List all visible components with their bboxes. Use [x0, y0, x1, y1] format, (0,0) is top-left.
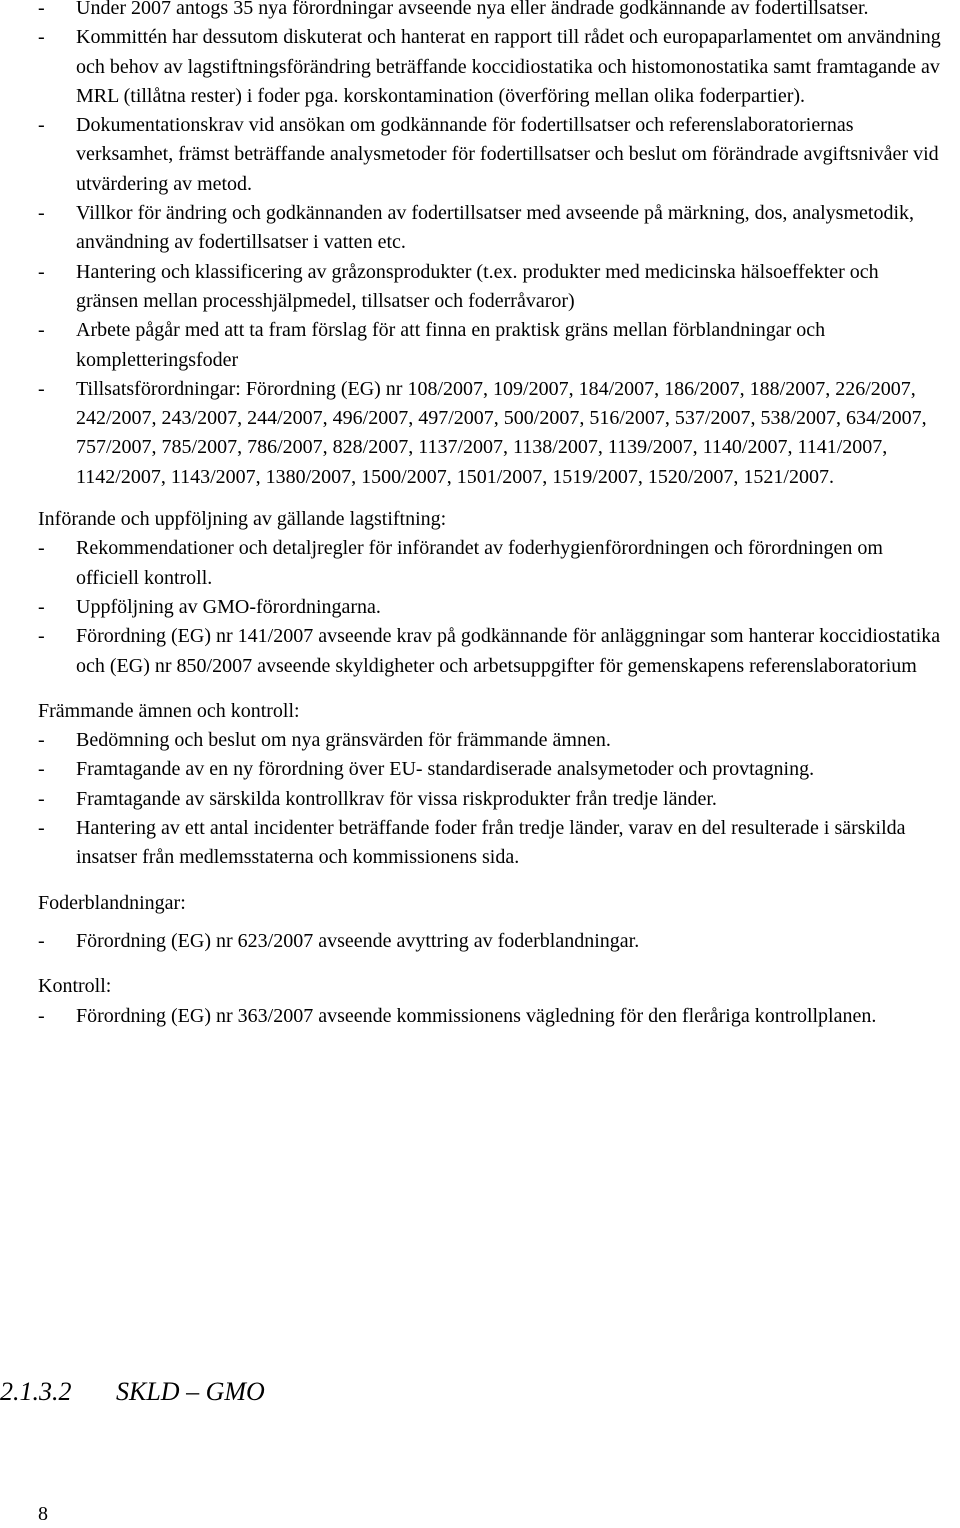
- list-item: - Kommittén har dessutom diskuterat och hanterat en rapport till rådet och europaparlamentet om användning och behov av lagstiftningsförändring beträffande koccidiostatika och histomonostatika samt framtagande av MRL (tillåtna rester) i foder pga. korskontamination (överföring mellan olika foderpartier).: [38, 23, 943, 111]
- list-item: - Framtagande av en ny förordning över EU- standardiserade analsymetoder och provtagning.: [38, 755, 943, 784]
- list-item: - Framtagande av särskilda kontrollkrav för vissa riskprodukter från tredje länder.: [38, 785, 943, 814]
- section-heading-inforande: Införande och uppföljning av gällande lagstiftning:: [38, 508, 447, 531]
- section-number: 2.1.3.2: [0, 1377, 72, 1406]
- list-item: - Tillsatsförordningar: Förordning (EG) nr 108/2007, 109/2007, 184/2007, 186/2007, 188/2007, 226/2007, 242/2007, 243/2007, 244/2007, 496/2007, 497/2007, 500/2007, 516/2007, 537/2007, 538/2007, 634/2007, 757/2007, 785/2007, 786/2007, 828/2007, 1137/2007, 1138/2007, 1139/2007, 1140/2007, 1141/2007, 1142/2007, 1143/2007, 1380/2007, 1500/2007, 1501/2007, 1519/2007, 1520/2007, 1521/2007.: [38, 375, 943, 492]
- list-item: - Dokumentationskrav vid ansökan om godkännande för fodertillsatser och referenslaboratoriernas verksamhet, främst beträffande analysmetoder för fodertillsatser och beslut om förändrade avgiftsnivåer vid utvärdering av metod.: [38, 111, 943, 199]
- page-content: [38, 0, 943, 1031]
- list-item: - Uppföljning av GMO-förordningarna.: [38, 593, 943, 622]
- list-item: - Hantering och klassificering av gråzonsprodukter (t.ex. produkter med medicinska hälsoeffekter och gränsen mellan processhjälpmedel, tillsatser och foderråvaror): [38, 258, 943, 317]
- list-item: - Villkor för ändring och godkännanden av fodertillsatser med avseende på märkning, dos, analysmetodik, användning av fodertillsatser i vatten etc.: [38, 199, 943, 258]
- list-committee-work: [38, 0, 943, 492]
- list-item: - Förordning (EG) nr 623/2007 avseende avyttring av foderblandningar.: [38, 927, 943, 956]
- list-item: - Hantering av ett antal incidenter beträffande foder från tredje länder, varav en del resulterade i särskilda insatser från medlemsstaterna och kommissionens sida.: [38, 814, 943, 873]
- section-title: [0, 1377, 265, 1407]
- list-item: - Bedömning och beslut om nya gränsvärden för främmande ämnen.: [38, 726, 943, 755]
- list-item: - Under 2007 antogs 35 nya förordningar avseende nya eller ändrade godkännande av fodertillsatser.: [38, 0, 943, 23]
- list-frammande: [38, 726, 943, 872]
- page-number: 8: [38, 1503, 48, 1525]
- section-heading-frammande: Främmande ämnen och kontroll:: [38, 699, 300, 722]
- section-title-text: SKLD – GMO: [116, 1377, 265, 1406]
- list-inforande: [38, 534, 943, 680]
- section-heading-kontroll: Kontroll:: [38, 975, 112, 998]
- list-foderblandningar: [38, 927, 943, 956]
- list-item: - Rekommendationer och detaljregler för införandet av foderhygienförordningen och förordningen om officiell kontroll.: [38, 534, 943, 593]
- list-item: - Förordning (EG) nr 363/2007 avseende kommissionens vägledning för den fleråriga kontrollplanen.: [38, 1002, 943, 1031]
- section-heading-foderblandningar: Foderblandningar:: [38, 891, 186, 914]
- list-kontroll: [38, 1002, 943, 1031]
- list-item: - Arbete pågår med att ta fram förslag för att finna en praktisk gräns mellan förblandningar och kompletteringsfoder: [38, 316, 943, 375]
- list-item: - Förordning (EG) nr 141/2007 avseende krav på godkännande för anläggningar som hanterar koccidiostatika och (EG) nr 850/2007 avseende skyldigheter och arbetsuppgifter för gemenskapens referenslaboratorium: [38, 622, 943, 681]
